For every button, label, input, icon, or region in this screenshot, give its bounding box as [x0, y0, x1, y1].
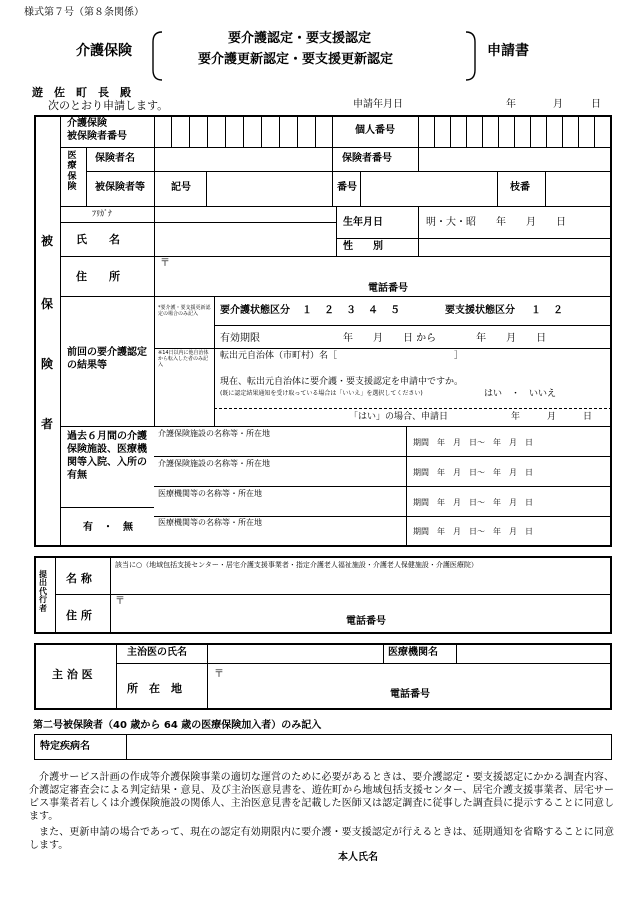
- pending-date[interactable]: 「はい」の場合、申請日 年 月 日: [349, 412, 593, 422]
- date-day: 日: [591, 99, 601, 110]
- doctor-name-input[interactable]: [208, 644, 382, 662]
- symbol-input[interactable]: [207, 172, 330, 205]
- pending-question-note: (既に認定結果通知を受け取っている場合は「いいえ」を選択してください): [220, 390, 423, 397]
- facility-row-3-label: 医療機関等の名称等・所在地: [158, 489, 262, 498]
- facility-row-2-period[interactable]: 期間 年 月 日～ 年 月 日: [413, 468, 533, 477]
- agent-address-label: 住 所: [66, 609, 92, 622]
- facility-row-2-label: 介護保険施設の名称等・所在地: [158, 459, 270, 468]
- doctor-label: 主 治 医: [52, 668, 93, 681]
- address-label: 住 所: [76, 270, 120, 283]
- agent-name-label: 名 称: [66, 572, 92, 585]
- medical-insurance-label: 医療保険: [67, 151, 77, 193]
- furigana-input[interactable]: [155, 207, 335, 221]
- doctor-postal-icon: 〒: [214, 669, 224, 680]
- consent-paragraph-2: また、更新申請の場合であって、現在の認定有効期限内に要介護・要支援認定が行えるときは、延期通知を省略することに同意します。: [29, 827, 614, 851]
- agent-side-label: 提出代行者: [39, 570, 47, 613]
- facility-history-label: 過去６月間の介護保険施設、医療機関等入院、入所の有無: [67, 431, 147, 481]
- validity-value[interactable]: 年 月 日 から 年 月 日: [343, 333, 547, 344]
- title-line2: 要介護更新認定・要支援更新認定: [198, 52, 394, 67]
- title-line1: 要介護認定・要支援認定: [228, 31, 372, 46]
- addressee: 遊 佐 町 長 殿: [32, 86, 131, 99]
- agent-phone-label: 電話番号: [346, 616, 386, 627]
- phone-label: 電話番号: [368, 283, 408, 294]
- number-label: 番号: [337, 182, 357, 193]
- address-input[interactable]: [175, 257, 605, 277]
- previous-note-transfer: ※14日以内に他自治体から転入した者のみ記入: [158, 350, 209, 368]
- birthdate-value[interactable]: 明・大・昭 年 月 日: [426, 217, 566, 228]
- origin-municipality[interactable]: 転出元自治体（市町村）名［ ］: [220, 351, 464, 361]
- symbol-label: 記号: [171, 182, 191, 193]
- date-label: 申請年月日: [353, 99, 403, 110]
- previous-result-label: 前回の要介護認定の結果等: [67, 347, 147, 371]
- date-year: 年: [506, 99, 516, 110]
- agent-type-note[interactable]: 該当に○（地域包括支援センター・居宅介護支援事業者・指定介護老人福祉施設・介護老人保健施設・介護医療院）: [115, 561, 478, 569]
- title-left: 介護保険: [76, 43, 132, 59]
- side-char-4: 者: [41, 417, 54, 431]
- agent-postal-icon: 〒: [115, 596, 125, 607]
- insurer-number-input[interactable]: [419, 148, 611, 170]
- side-char-1: 被: [41, 234, 54, 248]
- signature-input[interactable]: [390, 848, 610, 866]
- insured-number-input[interactable]: [154, 116, 330, 146]
- sex-input[interactable]: [419, 239, 611, 255]
- side-char-3: 険: [41, 357, 54, 371]
- care-levels[interactable]: １ ２ ３ ４ ５: [302, 305, 401, 316]
- insurer-number-label: 保険者番号: [342, 153, 392, 164]
- date-month: 月: [553, 99, 563, 110]
- consent-paragraph-1: 介護サービス計画の作成等介護保険事業の適切な運営のために必要があるときは、要介護認定・要支援認定にかかる調査内容、介護認定審査会による判定結果・意見、及び主治医意見書を、遊佐町から地域包括支援センター、居宅介護支援事業者、居宅サービス事業者若しくは介護保険施設の関係人、主治医意見書を記載した医師又は認定調査に従事した調査員に提示することに同意します。: [29, 772, 614, 822]
- birthdate-label: 生年月日: [343, 217, 383, 228]
- agent-name-input[interactable]: [112, 574, 608, 592]
- pending-yes-no[interactable]: はい ・ いいえ: [484, 389, 557, 399]
- facility-row-3-period[interactable]: 期間 年 月 日～ 年 月 日: [413, 498, 533, 507]
- facility-row-4-label: 医療機関等の名称等・所在地: [158, 518, 262, 527]
- facility-row-4-period[interactable]: 期間 年 月 日～ 年 月 日: [413, 527, 533, 536]
- institution-input[interactable]: [457, 644, 610, 662]
- second-insured-heading: 第二号被保険者（40 歳から 64 歳の医療保険加入者）のみ記入: [33, 720, 322, 731]
- facility-row-1-period[interactable]: 期間 年 月 日～ 年 月 日: [413, 438, 533, 447]
- insured-number-label: 介護保険 被保険者番号: [67, 118, 127, 142]
- doctor-address-label: 所 在 地: [127, 682, 182, 695]
- institution-label: 医療機関名: [388, 647, 438, 658]
- furigana-label: ﾌﾘｶﾞﾅ: [92, 209, 112, 218]
- number-input[interactable]: [361, 172, 496, 205]
- postal-mark-icon: 〒: [160, 258, 170, 269]
- facility-row-1-label: 介護保険施設の名称等・所在地: [158, 429, 270, 438]
- insurer-name-label: 保険者名: [95, 153, 135, 164]
- signature-label: 本人氏名: [338, 852, 378, 863]
- facility-yes-no[interactable]: 有 ・ 無: [83, 522, 133, 533]
- doctor-phone-label: 電話番号: [390, 689, 430, 700]
- phone-input[interactable]: [418, 280, 608, 295]
- personal-number-input[interactable]: [419, 116, 611, 146]
- name-input[interactable]: [155, 223, 335, 255]
- disease-label: 特定疾病名: [40, 741, 90, 752]
- pending-question: 現在、転出元自治体に要介護・要支援認定を申請中ですか。: [220, 377, 464, 387]
- right-bracket-icon: [464, 30, 478, 82]
- agent-phone-input[interactable]: [400, 612, 600, 630]
- validity-label: 有効期限: [220, 333, 260, 344]
- form-number: 様式第７号（第８条関係）: [24, 7, 144, 18]
- support-status-label: 要支援状態区分: [445, 305, 515, 316]
- name-label: 氏 名: [76, 233, 120, 246]
- sex-label: 性 別: [343, 241, 383, 252]
- branch-label: 枝番: [510, 182, 530, 193]
- member-label: 被保険者等: [95, 182, 145, 193]
- personal-number-label: 個人番号: [355, 125, 395, 136]
- left-bracket-icon: [150, 30, 164, 82]
- support-levels[interactable]: １ ２: [531, 305, 564, 316]
- disease-input[interactable]: [127, 735, 610, 759]
- side-char-2: 保: [41, 297, 54, 311]
- doctor-name-label: 主治医の氏名: [127, 647, 187, 658]
- insurer-name-input[interactable]: [155, 148, 331, 170]
- previous-note-renewal: *要介護・要支援更新認定の場合のみ記入: [158, 305, 211, 317]
- care-status-label: 要介護状態区分: [220, 305, 290, 316]
- branch-input[interactable]: [546, 172, 611, 205]
- doctor-phone-input[interactable]: [440, 686, 605, 704]
- title-right: 申請書: [487, 43, 529, 59]
- intro-text: 次のとおり申請します。: [48, 99, 169, 112]
